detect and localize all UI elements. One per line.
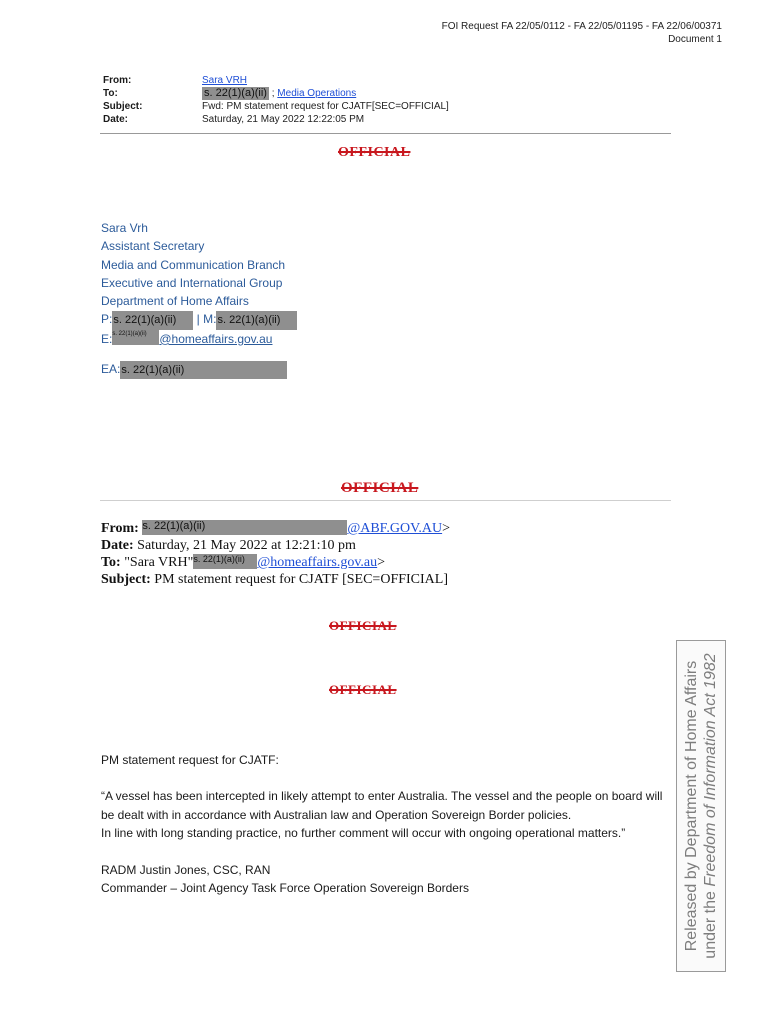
release-stamp-line-2 [701, 646, 720, 966]
official-marking-middle [341, 480, 418, 497]
header-subject-row [103, 100, 449, 113]
date-label: Date: [103, 114, 129, 125]
body-signature-title: Commander – Joint Agency Task Force Operation Sovereign Borders [101, 881, 469, 896]
ea-prefix: EA: [101, 362, 121, 377]
body-signature-name: RADM Justin Jones, CSC, RAN [101, 862, 271, 877]
release-stamp-act: Freedom of Information Act 1982 [702, 653, 719, 887]
fwd-to-close: > [377, 555, 386, 570]
signature-block [101, 219, 297, 379]
to-separator: ; [268, 88, 278, 99]
release-stamp-line-1: Released by Department of Home Affairs [683, 660, 700, 952]
subject-value: Fwd: PM statement request for CJATF[SEC=OFFICIAL] [202, 101, 449, 112]
fwd-subject-line [101, 571, 450, 588]
foi-request-header [442, 20, 722, 46]
signature-phone-line [101, 310, 297, 329]
document-number: Document 1 [668, 34, 722, 45]
fwd-from-redaction: s. 22(1)(a)(ii) [142, 520, 347, 535]
ea-redaction: s. 22(1)(a)(ii) [120, 361, 287, 379]
email-header [103, 74, 449, 126]
body-quote-paragraph-2: In line with long standing practice, no further comment will occur with ongoing operational matters.” [101, 826, 626, 841]
header-divider [100, 133, 671, 134]
foi-request-number: FOI Request FA 22/05/0112 - FA 22/05/01195 - FA 22/06/00371 [441, 21, 722, 32]
forward-divider [100, 500, 671, 501]
signature-department: Department of Home Affairs [101, 294, 249, 309]
fwd-subject-label: Subject: [101, 572, 151, 587]
fwd-to-name: "Sara VRH" [124, 555, 194, 570]
email-domain-link[interactable]: @homeaffairs.gov.au [159, 331, 273, 346]
phone-prefix: P: [101, 312, 113, 327]
phone-redaction: s. 22(1)(a)(ii) [112, 311, 193, 329]
signature-title: Assistant Secretary [101, 239, 205, 254]
signature-email-line [101, 330, 297, 348]
foi-release-stamp [676, 640, 726, 972]
fwd-from-label: From: [101, 521, 139, 536]
email-prefix: E: [101, 331, 113, 346]
subject-label: Subject: [103, 101, 143, 112]
to-label: To: [103, 88, 118, 99]
forwarded-header [101, 520, 450, 588]
signature-name: Sara Vrh [101, 221, 148, 235]
fwd-from-line [101, 520, 450, 537]
email-redaction: s. 22(1)(a)(ii) [112, 330, 159, 345]
official-marking-lower-2: OFFICIAL [329, 682, 397, 697]
fwd-date-label: Date: [101, 538, 134, 553]
header-to-row [103, 87, 449, 100]
fwd-to-label: To: [101, 555, 121, 570]
from-link[interactable]: Sara VRH [202, 75, 248, 86]
official-marking-lower-1: OFFICIAL [329, 618, 397, 633]
media-operations-link[interactable]: Media Operations [277, 88, 357, 99]
fwd-to-line [101, 554, 450, 571]
fwd-date-value: Saturday, 21 May 2022 at 12:21:10 pm [137, 538, 356, 553]
to-redaction: s. 22(1)(a)(ii) [204, 87, 267, 99]
fwd-date-line [101, 537, 450, 554]
official-marking-middle-text: OFFICIAL [341, 480, 419, 496]
fwd-to-redaction: s. 22(1)(a)(ii) [193, 554, 257, 569]
mobile-redaction: s. 22(1)(a)(ii) [216, 311, 297, 329]
mobile-separator: | M: [193, 312, 217, 327]
fwd-to-domain-link[interactable]: @homeaffairs.gov.au [257, 555, 378, 570]
fwd-subject-value: PM statement request for CJATF [SEC=OFFICIAL] [154, 572, 449, 587]
date-value: Saturday, 21 May 2022 12:22:05 PM [202, 114, 365, 125]
header-date-row [103, 113, 449, 126]
release-stamp-prefix: under the [702, 886, 719, 959]
signature-group: Executive and International Group [101, 275, 283, 290]
fwd-from-close: > [442, 521, 451, 536]
body-quote-paragraph-1: “A vessel has been intercepted in likely attempt to enter Australia. The vessel and the people on board will be dealt with in accordance with Australian law and Operation Sovereign Border policies. [101, 789, 663, 822]
signature-ea-line [101, 360, 297, 379]
signature-branch: Media and Communication Branch [101, 257, 286, 272]
message-body [101, 751, 671, 897]
header-from-row [103, 74, 449, 87]
body-intro: PM statement request for CJATF: [101, 753, 279, 767]
official-marking-top: OFFICIAL [338, 145, 411, 160]
from-label: From: [103, 75, 132, 86]
fwd-from-domain-link[interactable]: @ABF.GOV.AU [347, 521, 443, 536]
